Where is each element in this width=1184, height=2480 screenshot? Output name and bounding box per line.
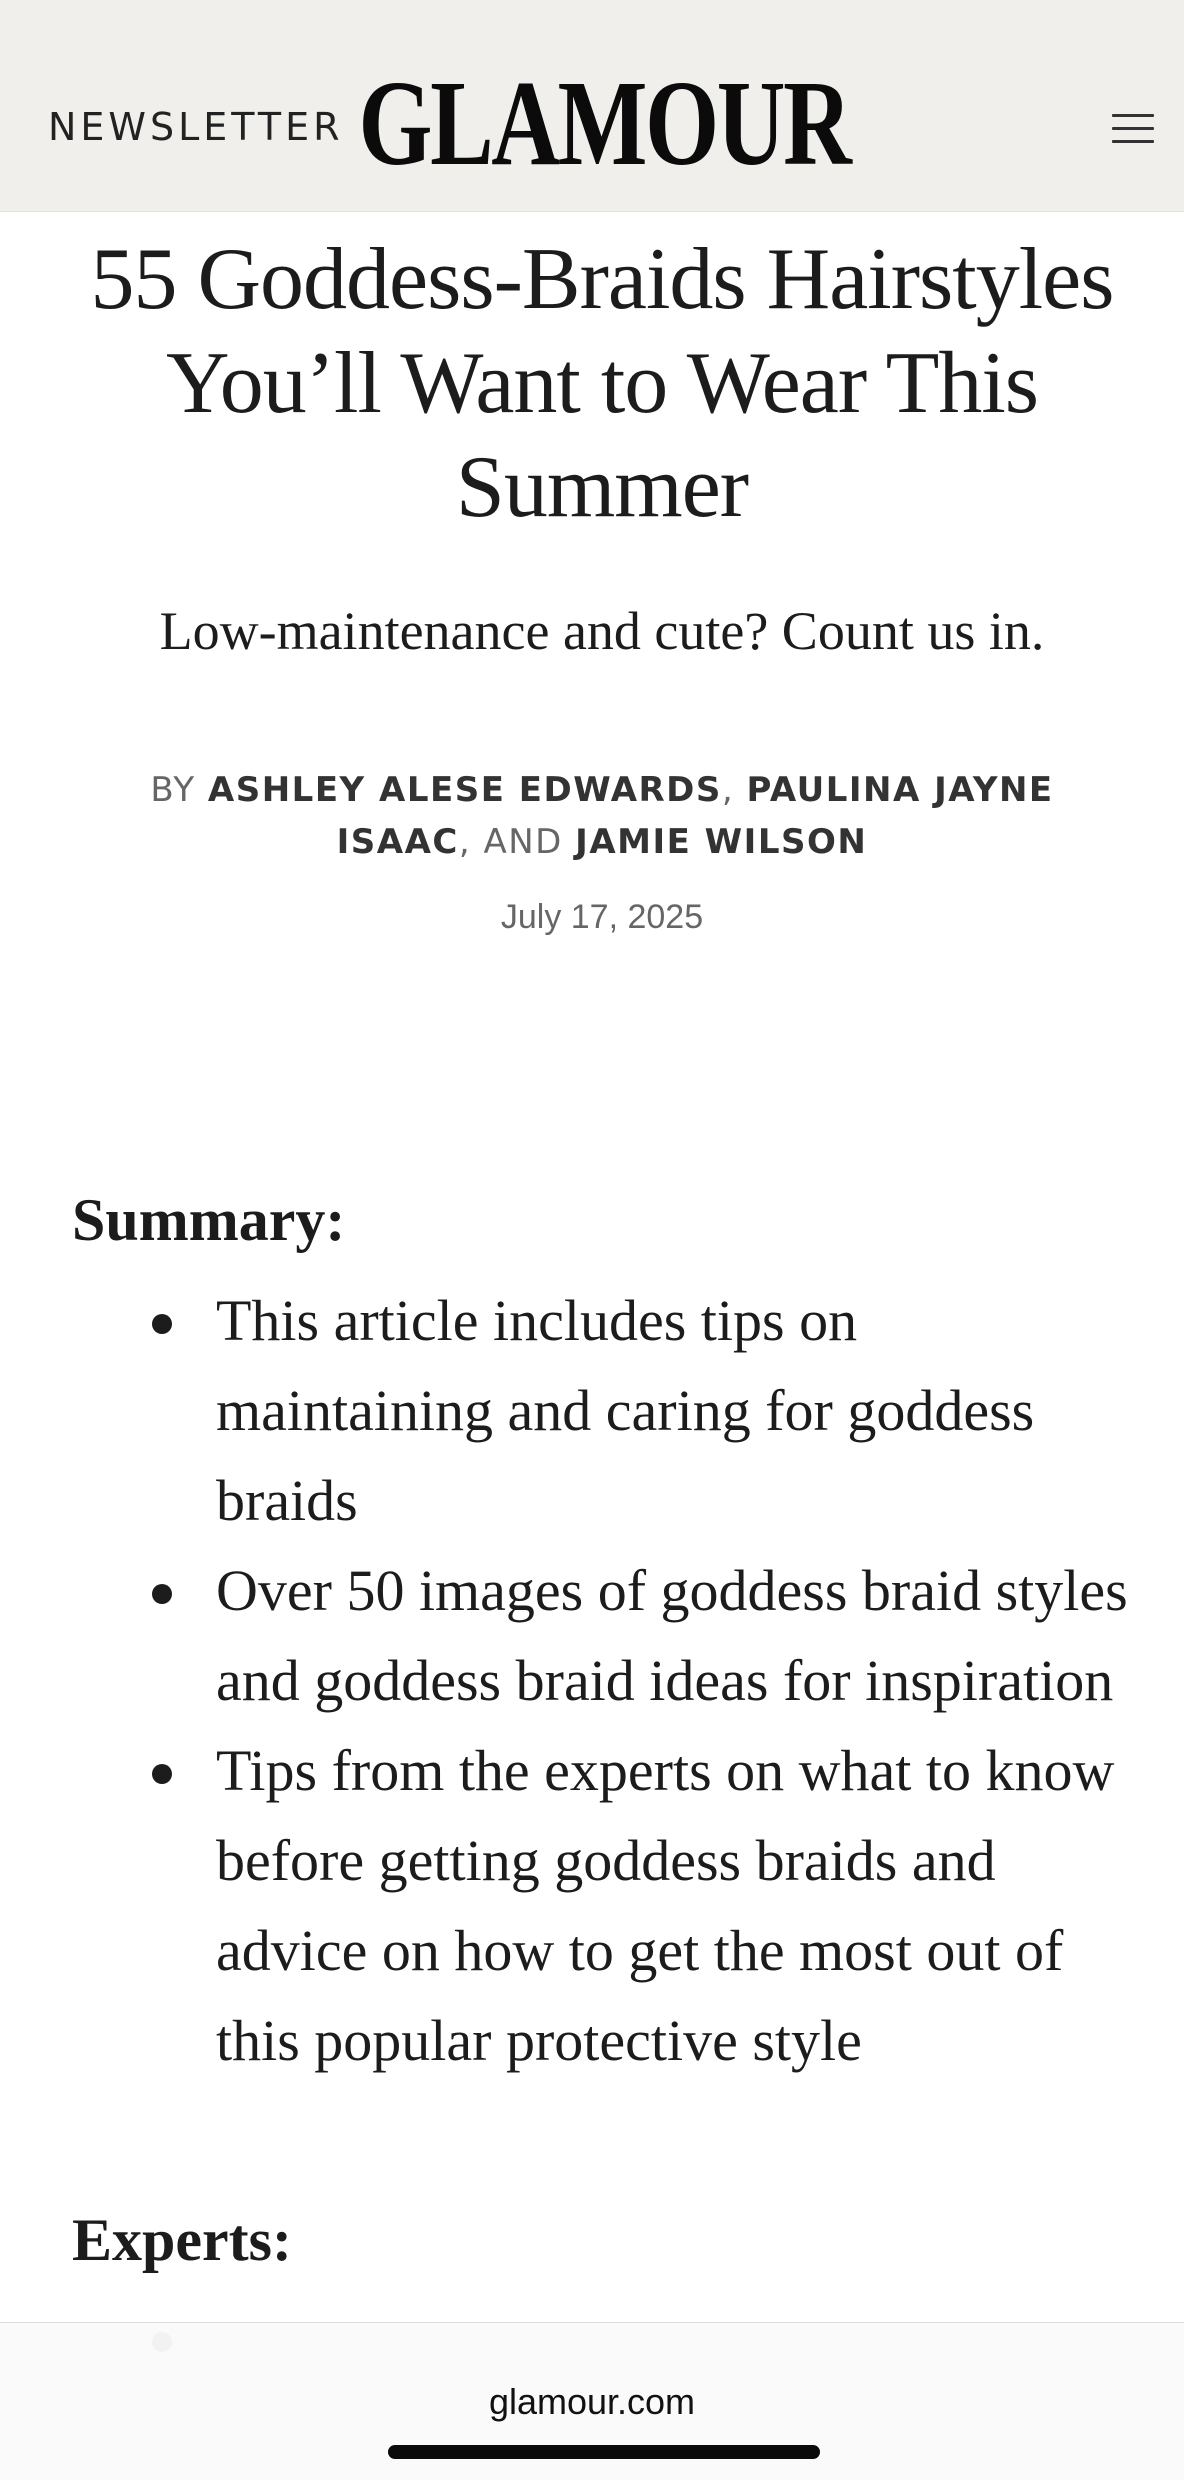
author-link[interactable]: ASHLEY ALESE EDWARDS xyxy=(207,770,722,810)
article-dek: Low-maintenance and cute? Count us in. xyxy=(159,601,1045,661)
experts-heading: Experts: xyxy=(72,2206,292,2273)
glamour-logo[interactable]: GLAMOUR xyxy=(358,56,850,191)
site-header xyxy=(0,0,1184,212)
summary-item-text: Over 50 images of goddess braid styles and goddess braid ideas for inspiration xyxy=(216,1558,1128,1713)
bullet-icon xyxy=(152,1314,172,1334)
byline-prefix: BY xyxy=(150,770,196,810)
publish-date: July 17, 2025 xyxy=(500,898,704,936)
bullet-icon xyxy=(152,1584,172,1604)
menu-icon-line xyxy=(1112,140,1154,143)
menu-icon-line xyxy=(1112,114,1154,117)
summary-heading: Summary: xyxy=(72,1186,346,1253)
summary-item-text: Tips from the experts on what to know before getting goddess braids and advice on how to get the most out of this popular protective style xyxy=(216,1738,1115,2073)
summary-item xyxy=(0,1726,1184,2086)
summary-item xyxy=(0,1546,1184,1726)
hamburger-menu-icon[interactable] xyxy=(1112,108,1156,148)
summary-item-text: This article includes tips on maintaining and caring for goddess braids xyxy=(216,1288,1035,1533)
menu-icon-line xyxy=(1112,127,1154,130)
home-indicator[interactable] xyxy=(388,2445,820,2459)
byline xyxy=(80,764,1124,868)
byline-separator: , xyxy=(721,770,735,810)
summary-list xyxy=(0,1276,1184,2086)
newsletter-link[interactable]: NEWSLETTER xyxy=(48,105,344,149)
author-link[interactable]: PAULINA JAYNE ISAAC xyxy=(336,770,1054,862)
article-headline: 55 Goddess-Braids Hairstyles You’ll Want to Wear This Summer xyxy=(90,231,1114,536)
url-text[interactable]: glamour.com xyxy=(488,2381,696,2422)
browser-address-bar[interactable] xyxy=(0,2322,1184,2480)
byline-conjunction: , AND xyxy=(458,822,563,862)
summary-item xyxy=(0,1276,1184,1546)
bullet-icon xyxy=(152,1764,172,1784)
author-link[interactable]: JAMIE WILSON xyxy=(575,822,868,862)
